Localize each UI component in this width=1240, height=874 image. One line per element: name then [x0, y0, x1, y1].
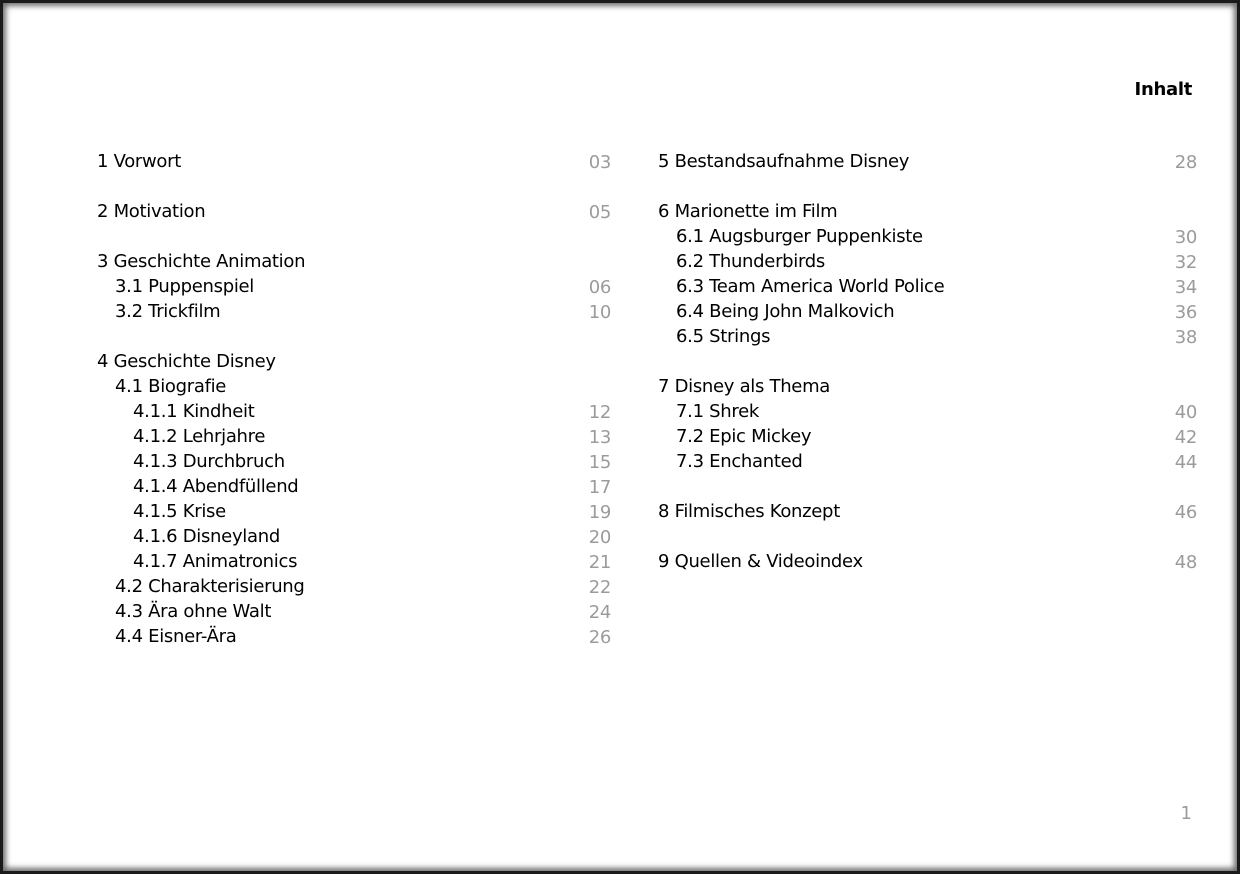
toc-entry-title: 4.1.4 Abendfüllend [133, 476, 299, 497]
toc-entry[interactable] [97, 499, 611, 524]
toc-entry[interactable] [97, 349, 611, 374]
toc-entry[interactable] [658, 374, 1197, 399]
toc-entry-title: 4.1 Biografie [115, 376, 227, 397]
toc-entry-title: 4.1.7 Animatronics [133, 551, 298, 572]
toc-entry-title: 6.4 Being John Malkovich [676, 301, 895, 322]
toc-entry[interactable] [97, 399, 611, 424]
toc-entry[interactable] [658, 249, 1197, 274]
toc-entry-title: 1 Vorwort [97, 151, 181, 172]
toc-entry-page: 26 [588, 627, 611, 648]
toc-entry-title: 6.3 Team America World Police [676, 276, 945, 297]
toc-entry-title: 3.2 Trickfilm [115, 301, 221, 322]
toc-entry-page: 40 [1174, 402, 1197, 423]
toc-entry-page: 22 [588, 577, 611, 598]
toc-entry-title: 6.1 Augsburger Puppenkiste [676, 226, 923, 247]
toc-entry-title: 6 Marionette im Film [658, 201, 838, 222]
toc-entry-page: 48 [1174, 552, 1197, 573]
toc-entry[interactable] [97, 424, 611, 449]
toc-entry[interactable] [658, 449, 1197, 474]
toc-entry[interactable] [97, 474, 611, 499]
toc-entry-page: 32 [1174, 252, 1197, 273]
toc-entry-page: 12 [588, 402, 611, 423]
toc-entry-page: 05 [588, 202, 611, 223]
toc-entry-title: 4.1.2 Lehrjahre [133, 426, 266, 447]
toc-entry-page: 13 [588, 427, 611, 448]
toc-entry-page: 06 [588, 277, 611, 298]
toc-entry-title: 6.2 Thunderbirds [676, 251, 825, 272]
toc-entry[interactable] [97, 299, 611, 324]
toc-entry-title: 3 Geschichte Animation [97, 251, 306, 272]
toc-entry[interactable] [658, 549, 1197, 574]
toc-entry-title: 7.2 Epic Mickey [676, 426, 812, 447]
toc-entry-page: 19 [588, 502, 611, 523]
toc-entry-title: 7.3 Enchanted [676, 451, 803, 472]
toc-entry-title: 4.1.6 Disneyland [133, 526, 280, 547]
toc-entry-title: 4.3 Ära ohne Walt [115, 601, 272, 622]
toc-entry-page: 17 [588, 477, 611, 498]
toc-entry-page: 20 [588, 527, 611, 548]
toc-column-left [97, 149, 611, 649]
toc-entry-title: 8 Filmisches Konzept [658, 501, 840, 522]
toc-entry-title: 4 Geschichte Disney [97, 351, 276, 372]
toc-entry-title: 4.1.3 Durchbruch [133, 451, 285, 472]
toc-entry[interactable] [97, 249, 611, 274]
toc-entry-title: 4.2 Charakterisierung [115, 576, 305, 597]
toc-entry[interactable] [97, 374, 611, 399]
toc-entry-page: 44 [1174, 452, 1197, 473]
toc-column-right [658, 149, 1197, 574]
toc-entry[interactable] [97, 274, 611, 299]
toc-entry-page: 30 [1174, 227, 1197, 248]
toc-entry-page: 28 [1174, 152, 1197, 173]
toc-entry-page: 15 [588, 452, 611, 473]
toc-entry-page: 03 [588, 152, 611, 173]
toc-entry-page: 24 [588, 602, 611, 623]
toc-entry-title: 4.4 Eisner-Ära [115, 626, 237, 647]
toc-entry[interactable] [97, 199, 611, 224]
toc-entry-page: 46 [1174, 502, 1197, 523]
toc-entry[interactable] [97, 149, 611, 174]
toc-entry-page: 21 [588, 552, 611, 573]
toc-entry[interactable] [97, 574, 611, 599]
toc-entry-page: 38 [1174, 327, 1197, 348]
toc-entry[interactable] [97, 524, 611, 549]
toc-entry[interactable] [658, 424, 1197, 449]
toc-entry-title: 6.5 Strings [676, 326, 771, 347]
toc-entry[interactable] [658, 299, 1197, 324]
page-number: 1 [1180, 803, 1192, 824]
toc-entry[interactable] [97, 549, 611, 574]
toc-entry-title: 3.1 Puppenspiel [115, 276, 255, 297]
toc-entry-title: 7.1 Shrek [676, 401, 759, 422]
toc-entry[interactable] [658, 224, 1197, 249]
toc-entry-title: 4.1.5 Krise [133, 501, 226, 522]
toc-entry-title: 4.1.1 Kindheit [133, 401, 255, 422]
toc-entry-title: 9 Quellen & Videoindex [658, 551, 863, 572]
toc-entry[interactable] [97, 624, 611, 649]
toc-entry[interactable] [658, 149, 1197, 174]
toc-entry-title: 2 Motivation [97, 201, 206, 222]
toc-entry[interactable] [658, 199, 1197, 224]
toc-entry[interactable] [97, 449, 611, 474]
page-heading: Inhalt [1134, 79, 1192, 100]
toc-entry[interactable] [658, 274, 1197, 299]
toc-entry[interactable] [658, 499, 1197, 524]
toc-entry-page: 42 [1174, 427, 1197, 448]
toc-entry[interactable] [658, 324, 1197, 349]
toc-entry-title: 5 Bestandsaufnahme Disney [658, 151, 910, 172]
toc-entry-page: 36 [1174, 302, 1197, 323]
toc-entry[interactable] [658, 399, 1197, 424]
toc-entry-page: 10 [588, 302, 611, 323]
toc-entry[interactable] [97, 599, 611, 624]
toc-entry-title: 7 Disney als Thema [658, 376, 831, 397]
toc-entry-page: 34 [1174, 277, 1197, 298]
